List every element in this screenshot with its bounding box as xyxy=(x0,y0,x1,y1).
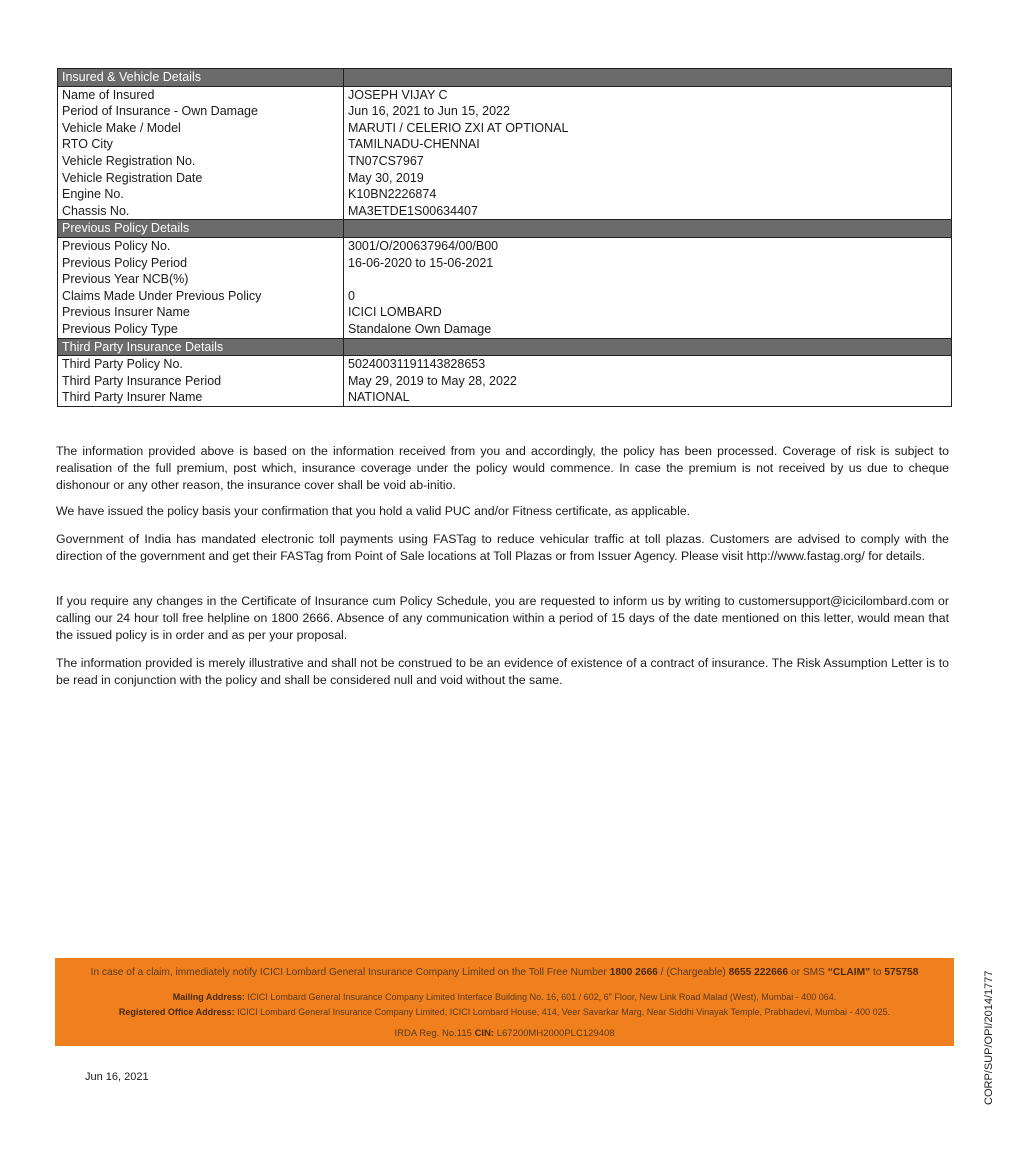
field-label: Name of Insured xyxy=(58,86,344,103)
table-row xyxy=(58,103,952,120)
table-row xyxy=(58,203,952,220)
field-label: Third Party Insurer Name xyxy=(58,389,344,406)
field-value: TN07CS7967 xyxy=(348,153,424,168)
letter-date: Jun 16, 2021 xyxy=(85,1071,149,1083)
field-label: Previous Insurer Name xyxy=(58,304,344,321)
field-value: 50240031191143828653 xyxy=(348,357,486,372)
chargeable-number: 8655 222666 xyxy=(728,967,789,978)
table-row xyxy=(58,373,952,390)
puc-paragraph: We have issued the policy basis your confirmation that you hold a valid PUC and/or Fitness certificate, as applicable. xyxy=(56,504,691,518)
table-row xyxy=(58,86,952,103)
field-label: Vehicle Registration No. xyxy=(58,153,344,170)
table-row xyxy=(58,153,952,170)
section-header xyxy=(58,338,952,356)
section-title: Insured & Vehicle Details xyxy=(58,69,344,87)
field-label: Claims Made Under Previous Policy xyxy=(58,288,344,305)
table-row xyxy=(58,321,952,338)
insured-vehicle-section xyxy=(58,69,952,220)
changes-paragraph: If you require any changes in the Certificate of Insurance cum Policy Schedule, you are requested to inform us by writing to customersupport@icicilombard.com or calling our 24 hour toll free helpline on 1800 2666. Absence of any communication within a period of 15 days of the date mentioned on this letter, would mean that the issued policy is in order and as per your proposal. xyxy=(56,594,949,642)
sms-number: 575758 xyxy=(884,967,919,978)
field-value: 16-06-2020 to 15-06-2021 xyxy=(348,255,494,270)
field-label: Previous Policy Period xyxy=(58,255,344,272)
document-code: CORP/SUP/OPI/2014/1777 xyxy=(983,970,995,1105)
field-value: Jun 16, 2021 to Jun 15, 2022 xyxy=(348,104,510,119)
field-value: MARUTI / CELERIO ZXI AT OPTIONAL xyxy=(348,120,569,135)
field-value: Standalone Own Damage xyxy=(348,321,492,336)
field-value: MA3ETDE1S00634407 xyxy=(348,203,478,218)
field-label: Previous Policy Type xyxy=(58,321,344,338)
field-label: Third Party Policy No. xyxy=(58,356,344,373)
field-label: RTO City xyxy=(58,136,344,153)
section-title: Third Party Insurance Details xyxy=(58,338,344,356)
table-row xyxy=(58,271,952,288)
mailing-address: Mailing Address: ICICI Lombard General Insurance Company Limited Interface Building No. 16, 601 / 602, 6" Floor, New Link Road Malad (West), Mumbai - 400 064. xyxy=(172,992,837,1002)
registered-address: Registered Office Address: ICICI Lombard General Insurance Company Limited, ICICI Lombard House, 414, Veer Savarkar Marg, Near Siddhi Vinayak Temple, Prabhadevi, Mumbai - 400 025. xyxy=(118,1007,891,1017)
field-label: Previous Year NCB(%) xyxy=(58,271,344,288)
info-paragraph: The information provided above is based on the information received from you and accordingly, the policy has been processed. Coverage of risk is subject to realisation of the full premium, post which, insurance coverage under the policy would commence. In case the premium is not received by us due to cheque dishonour or any other reason, the insurance cover shall be void ab-initio. xyxy=(56,444,949,492)
claim-notice: In case of a claim, immediately notify ICICI Lombard General Insurance Company Limited on the Toll Free Number 1800 2666 / (Chargeable) 8655 222666 or SMS “CLAIM” to 575758 xyxy=(90,967,919,978)
toll-free-number: 1800 2666 xyxy=(609,967,658,978)
registration-info: IRDA Reg. No.115 CIN: L67200MH2000PLC129408 xyxy=(394,1028,615,1039)
field-value: NATIONAL xyxy=(348,390,410,405)
previous-policy-section xyxy=(58,220,952,338)
field-value: K10BN2226874 xyxy=(348,187,437,202)
disclaimer-paragraph: The information provided is merely illustrative and shall not be construed to be an evidence of existence of a contract of insurance. The Risk Assumption Letter is to be read in conjunction with the policy and shall be considered null and void without the same. xyxy=(56,656,949,687)
field-label: Engine No. xyxy=(58,186,344,203)
claims-footer-banner xyxy=(55,958,954,1046)
field-label: Previous Policy No. xyxy=(58,237,344,254)
third-party-section xyxy=(58,338,952,406)
table-row xyxy=(58,170,952,187)
section-header xyxy=(58,69,952,87)
field-value: 3001/O/200637964/00/B00 xyxy=(348,238,499,253)
sms-keyword: “CLAIM” xyxy=(827,967,871,978)
field-value: 0 xyxy=(348,288,355,303)
section-header xyxy=(58,220,952,238)
table-row xyxy=(58,356,952,373)
field-label: Period of Insurance - Own Damage xyxy=(58,103,344,120)
fastag-paragraph: Government of India has mandated electronic toll payments using FASTag to reduce vehicular traffic at toll plazas. Customers are advised to comply with the direction of the government and get their FASTag from Point of Sale locations at Toll Plazas or from Issuer Agency. Please visit http://www.fastag.org/ for details. xyxy=(56,532,949,563)
table-row xyxy=(58,186,952,203)
table-row xyxy=(58,304,952,321)
policy-details-table xyxy=(57,68,952,407)
field-label: Vehicle Make / Model xyxy=(58,120,344,137)
table-row xyxy=(58,136,952,153)
field-label: Chassis No. xyxy=(58,203,344,220)
field-label: Third Party Insurance Period xyxy=(58,373,344,390)
field-value xyxy=(344,271,952,288)
table-row xyxy=(58,120,952,137)
table-row xyxy=(58,389,952,406)
field-value: TAMILNADU-CHENNAI xyxy=(348,137,480,152)
section-title: Previous Policy Details xyxy=(58,220,344,238)
field-value: May 30, 2019 xyxy=(348,170,424,185)
field-value: JOSEPH VIJAY C xyxy=(348,87,448,102)
field-value: May 29, 2019 to May 28, 2022 xyxy=(348,373,517,388)
table-row xyxy=(58,237,952,254)
field-label: Vehicle Registration Date xyxy=(58,170,344,187)
table-row xyxy=(58,255,952,272)
field-value: ICICI LOMBARD xyxy=(348,305,442,320)
table-row xyxy=(58,288,952,305)
